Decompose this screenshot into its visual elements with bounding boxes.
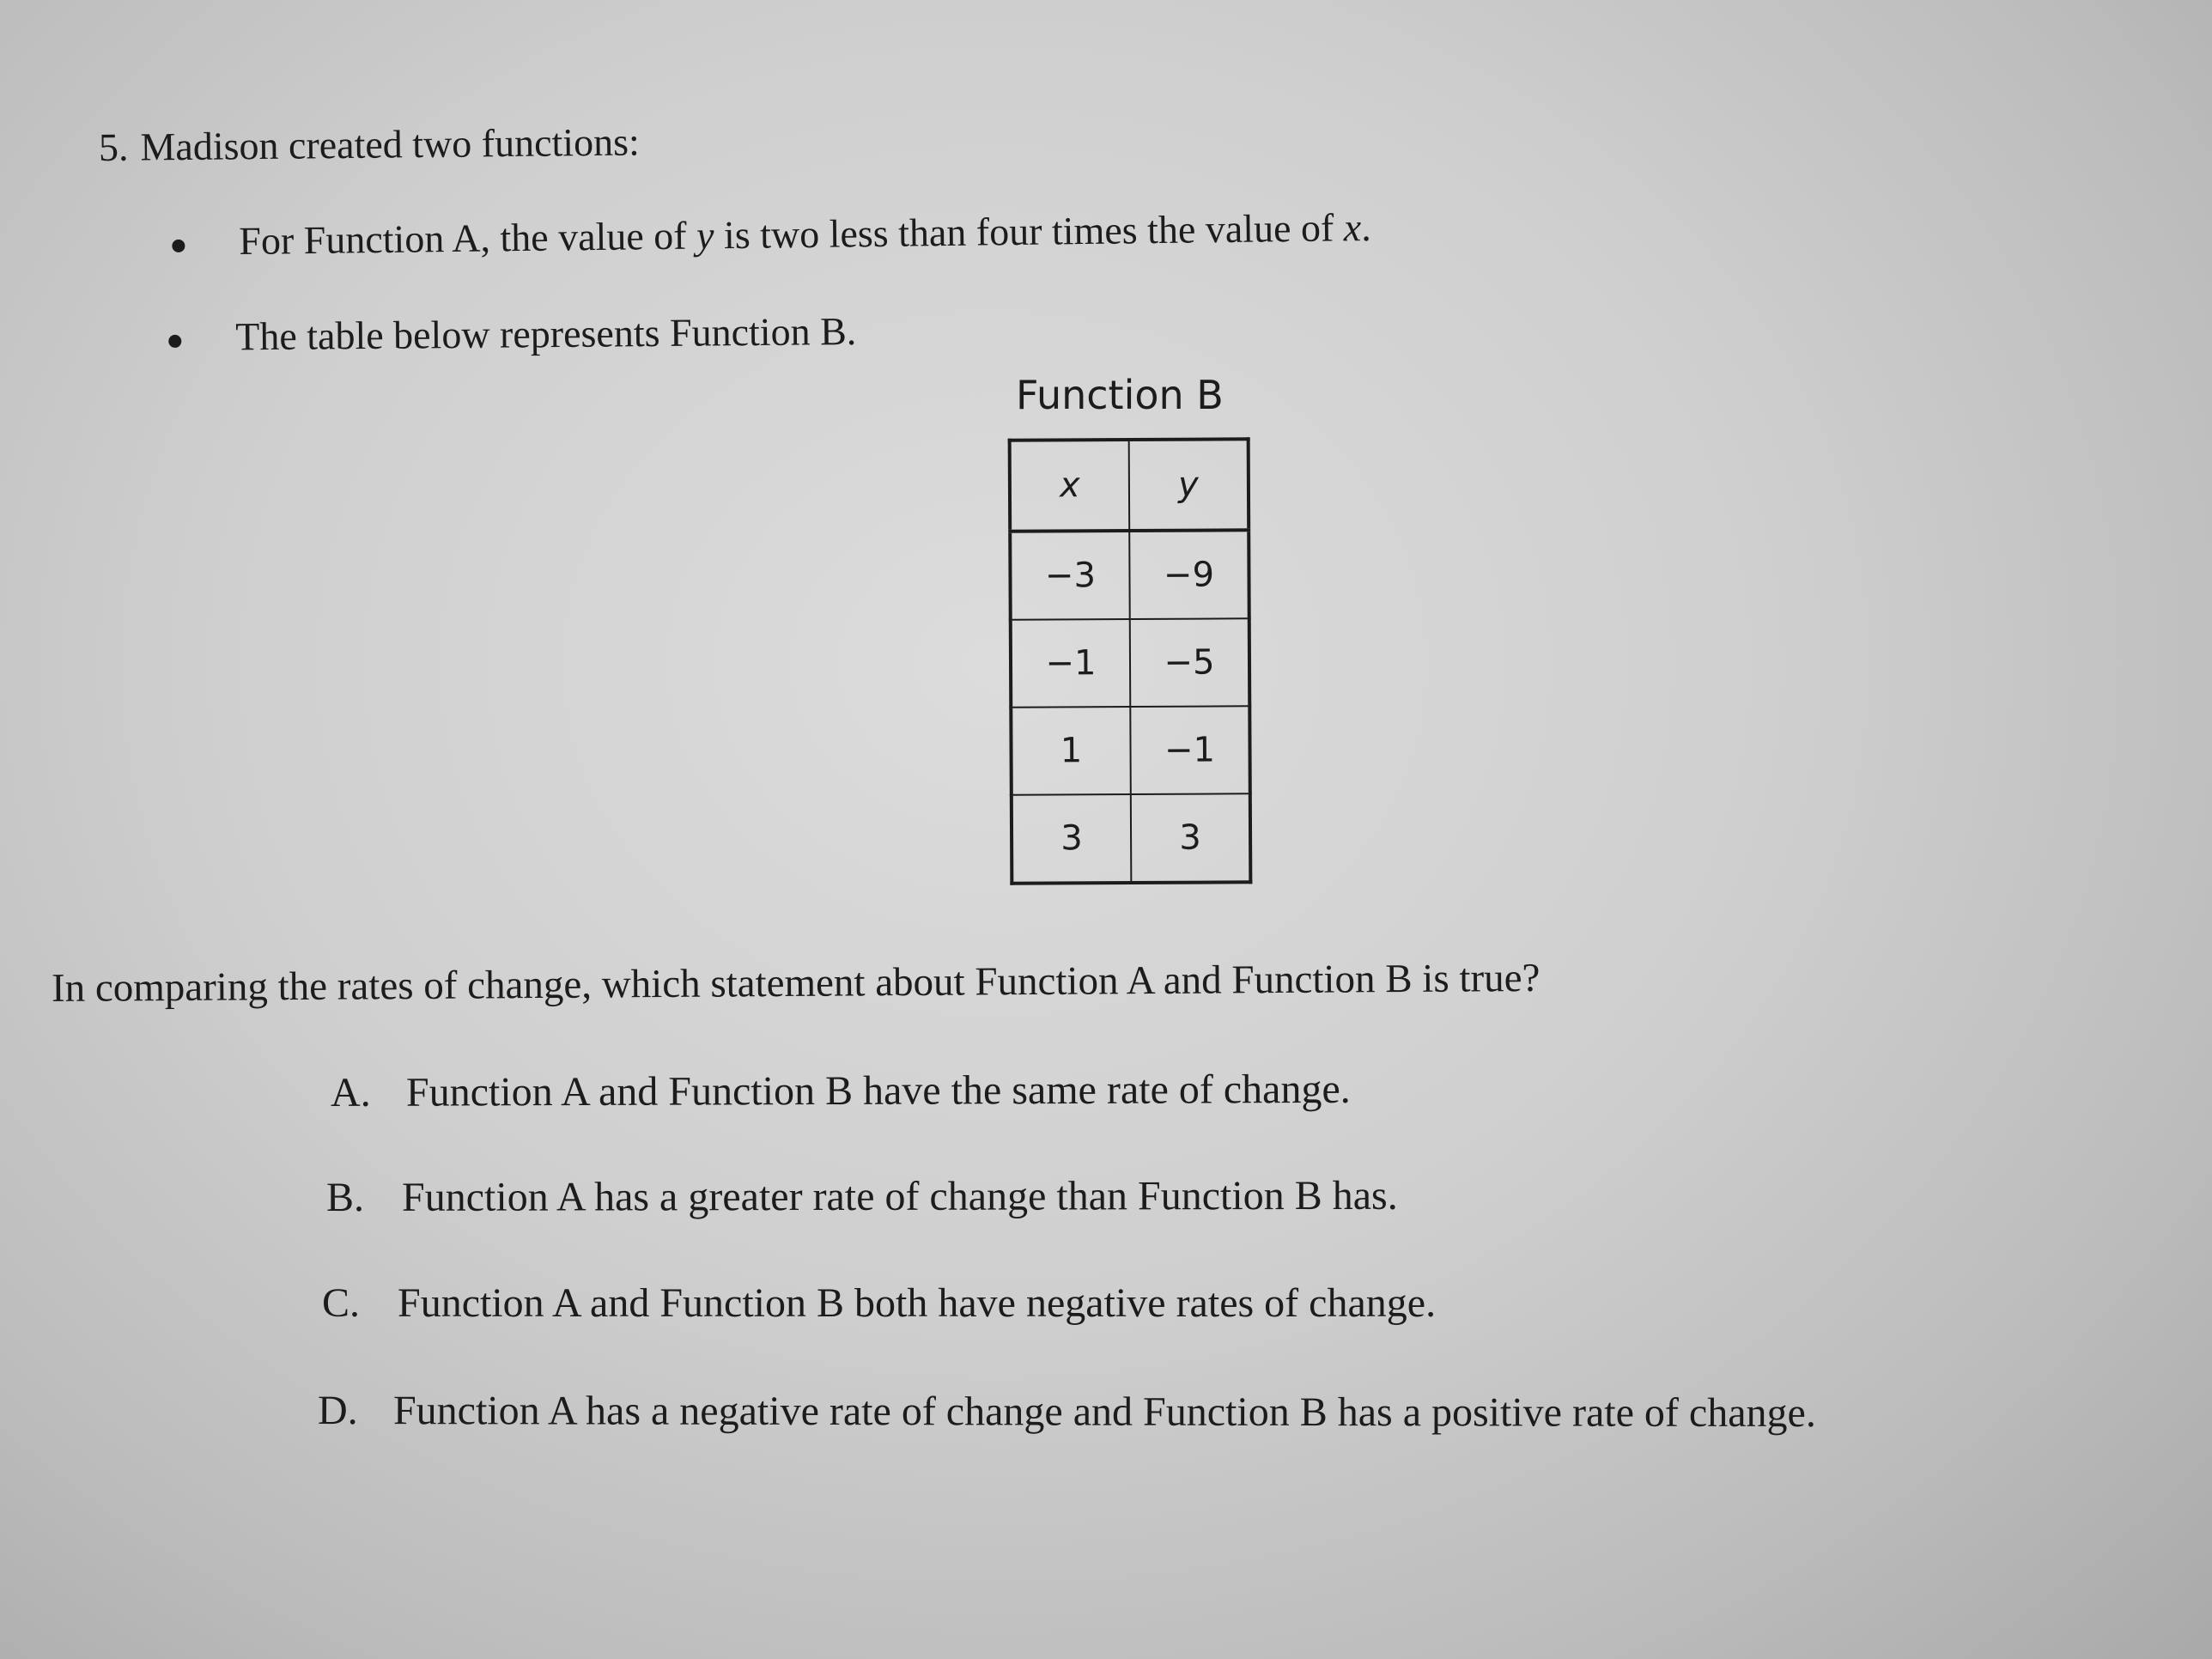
choice-text: Function A has a negative rate of change and Function B has a positive rate of change. — [392, 1388, 1816, 1437]
choice-letter: D. — [317, 1388, 358, 1434]
table-title: Function B — [1016, 372, 1224, 418]
table-cell-y: −5 — [1130, 618, 1250, 707]
table-row — [1011, 706, 1250, 794]
table-cell-x: 3 — [1012, 794, 1132, 884]
choice-letter: C. — [322, 1280, 361, 1326]
table-cell-y: −1 — [1130, 706, 1250, 794]
choice-d — [318, 1387, 1816, 1437]
variable-x: x — [1343, 205, 1362, 250]
question-heading — [99, 118, 640, 170]
table-header-x: x — [1010, 440, 1130, 532]
bullet-function-a-text — [239, 204, 1371, 264]
bullet-text-part: . — [1360, 204, 1371, 250]
choice-a — [331, 1066, 1351, 1116]
table-row — [1010, 530, 1249, 619]
choice-text: Function A has a greater rate of change than Function B has. — [401, 1172, 1398, 1220]
bullet-text-part: For Function A, the value of — [239, 213, 697, 264]
table-cell-x: −1 — [1011, 619, 1131, 708]
table-cell-y: 3 — [1131, 793, 1251, 883]
choice-letter: B. — [325, 1174, 365, 1220]
bullet-function-b-text: The table below represents Function B. — [235, 309, 857, 359]
function-b-table — [1008, 437, 1253, 884]
table-header-row — [1010, 439, 1249, 531]
choice-letter: A. — [330, 1069, 371, 1115]
table-cell-y: −9 — [1129, 530, 1249, 619]
table-header-y: y — [1129, 439, 1249, 531]
table-row — [1012, 793, 1251, 883]
bullet-text-part: is two less than four times the value of — [714, 205, 1345, 258]
choice-text: Function A and Function B have the same rate of change. — [405, 1066, 1351, 1115]
choice-c — [322, 1279, 1436, 1327]
bullet-dot-icon — [168, 335, 181, 348]
question-title: Madison created two functions: — [140, 119, 640, 169]
table-cell-x: 1 — [1011, 707, 1131, 795]
question-number: 5. — [98, 125, 129, 169]
variable-y: y — [696, 213, 714, 258]
table-row — [1011, 618, 1250, 707]
question-prompt: In comparing the rates of change, which statement about Function A and Function B is true? — [51, 955, 1540, 1011]
bullet-dot-icon — [172, 240, 185, 252]
table-cell-x: −3 — [1010, 531, 1130, 620]
choice-text: Function A and Function B both have negative rates of change. — [398, 1280, 1437, 1326]
choice-b — [326, 1172, 1398, 1221]
